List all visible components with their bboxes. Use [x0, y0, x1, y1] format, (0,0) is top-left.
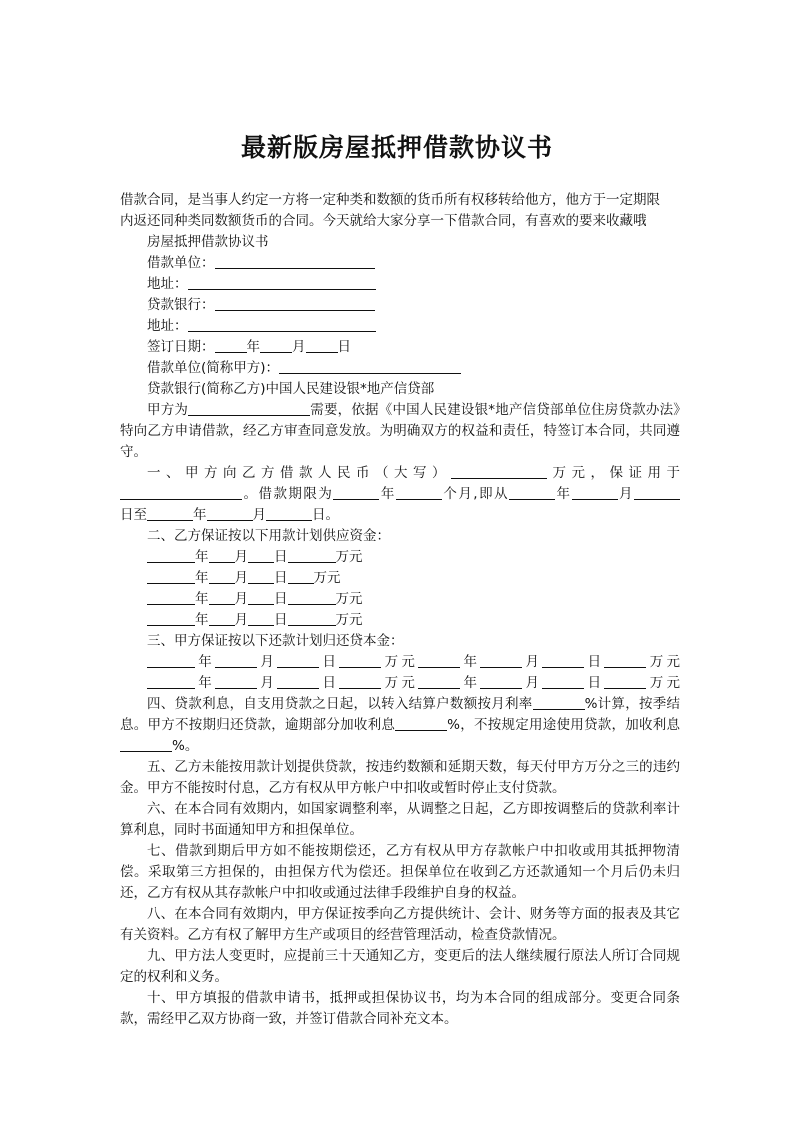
clause-1-text-g: 月	[617, 486, 634, 502]
sign-date-field	[120, 337, 680, 358]
supply-month-label: 月	[234, 612, 248, 628]
supply-day-blank	[248, 569, 274, 584]
bank-field	[120, 295, 680, 316]
repay-month-label: 月	[257, 675, 278, 691]
preamble-paragraph	[120, 400, 680, 463]
supply-month-blank	[209, 569, 235, 584]
supply-unit: 万元	[335, 549, 363, 565]
address-field-2	[120, 316, 680, 337]
purpose-blank	[188, 401, 310, 416]
term-month-blank	[396, 485, 442, 500]
day-label: 日	[337, 339, 351, 355]
preamble-start: 甲方为	[147, 402, 189, 418]
supply-year-label: 年	[195, 549, 209, 565]
party-b-field: 贷款银行(简称乙方)中国人民建设银*地产信贷部	[147, 381, 435, 397]
supply-day-label: 日	[274, 591, 288, 607]
clause-1-text-a: 一、甲方向乙方借款人民币（大写）	[147, 465, 451, 481]
supply-row-1	[120, 547, 680, 568]
address-field-1	[120, 274, 680, 295]
document-body	[120, 190, 680, 1030]
clause-4	[120, 694, 680, 757]
clause-1-text-h: 日至	[120, 507, 147, 523]
sign-date-label: 签订日期：	[147, 339, 215, 355]
start-year-blank	[509, 485, 555, 500]
borrower-field	[120, 253, 680, 274]
supply-unit: 万元	[313, 570, 341, 586]
borrower-blank	[215, 254, 375, 269]
repay-month-label: 月	[257, 654, 278, 670]
address-label-1: 地址：	[147, 276, 188, 292]
supply-day-blank	[248, 548, 274, 563]
supply-month-blank	[209, 611, 235, 626]
supply-year-label: 年	[195, 591, 209, 607]
address-blank-1	[188, 275, 376, 290]
agreement-heading: 房屋抵押借款协议书	[147, 234, 269, 250]
repay-month-label-2: 月	[522, 675, 543, 691]
supply-row-4	[120, 610, 680, 631]
repay-year-label-2: 年	[460, 654, 481, 670]
clause-2: 二、乙方保证按以下用款计划供应资金：	[147, 528, 390, 544]
supply-amount-blank	[288, 569, 314, 584]
repay-amount-blank-2	[604, 653, 646, 668]
repay-month-blank-2	[480, 674, 522, 689]
clause-4-text-c: %，不按规定用途使用贷款，加收利息	[447, 717, 681, 733]
clause-3: 三、甲方保证按以下还款计划归还贷本金：	[147, 633, 404, 649]
supply-amount-blank	[288, 590, 336, 605]
clause-1-text-e: 个月,即从	[441, 486, 510, 502]
repay-unit: 万元	[381, 654, 419, 670]
misuse-rate-blank	[120, 737, 172, 752]
clause-9: 九、甲方法人变更时，应提前三十天通知乙方，变更后的法人继续履行原法人所订合同规定的权利和义务。	[120, 948, 680, 985]
clause-4-text-d: %。	[172, 738, 199, 754]
supply-row-3	[120, 589, 680, 610]
repay-unit-2: 万元	[646, 654, 681, 670]
clause-1-text-k: 日。	[312, 507, 339, 523]
repay-year-blank-2	[418, 653, 460, 668]
repay-unit-2: 万元	[646, 675, 681, 691]
repay-amount-blank	[339, 653, 381, 668]
overdue-rate-blank	[395, 716, 447, 731]
document-title: 最新版房屋抵押借款协议书	[240, 133, 553, 162]
supply-year-blank	[147, 590, 195, 605]
clause-1-text-b: 万元，保证用于	[547, 465, 680, 481]
clause-1-text-c: 。借款期限为	[242, 486, 334, 502]
supply-day-label: 日	[274, 549, 288, 565]
clause-1-text-i: 年	[193, 507, 207, 523]
supply-month-label: 月	[234, 591, 248, 607]
repay-amount-blank-2	[604, 674, 646, 689]
party-a-label: 借款单位(简称甲方)：	[147, 360, 280, 376]
supply-year-blank	[147, 611, 195, 626]
supply-year-label: 年	[195, 612, 209, 628]
repay-year-blank	[147, 674, 195, 689]
bank-blank	[215, 296, 375, 311]
clause-1-text-j: 月	[252, 507, 266, 523]
end-month-blank	[207, 506, 253, 521]
clause-4-text-a: 四、贷款利息，自支用贷款之日起，以转入结算户数额按月利率	[147, 696, 533, 712]
amount-blank	[451, 464, 547, 479]
end-day-blank	[266, 506, 312, 521]
month-blank	[260, 338, 292, 353]
supply-month-blank	[209, 548, 235, 563]
repay-month-blank	[215, 653, 257, 668]
supply-amount-blank	[288, 611, 336, 626]
repay-unit: 万元	[381, 675, 419, 691]
repay-amount-blank	[339, 674, 381, 689]
preamble-rest: 需要，依据《中国人民建设银*地产信贷部单位住房贷款办法》特向乙方申请借款，经乙方审查同意发放。为明确双方的权益和责任，特签订本合同，共同遵守。	[120, 402, 681, 460]
clause-1-text-d: 年	[379, 486, 396, 502]
repay-day-label: 日	[319, 654, 340, 670]
repay-day-blank-2	[542, 674, 584, 689]
clause-7: 七、借款到期后甲方如不能按期偿还，乙方有权从甲方存款帐户中扣收或用其抵押物清偿。采取第三方担保的，由担保方代为偿还。担保单位在收到乙方还款通知一个月后仍未归还，乙方有权从其存款帐户中扣收或通过法律手段维护自身的权益。	[120, 843, 680, 901]
repay-day-label: 日	[319, 675, 340, 691]
year-label: 年	[246, 339, 260, 355]
address-blank-2	[188, 317, 376, 332]
supply-month-label: 月	[234, 570, 248, 586]
repay-day-blank	[277, 674, 319, 689]
repay-month-blank-2	[480, 653, 522, 668]
clause-1-line-2	[120, 484, 680, 505]
repay-year-label: 年	[195, 654, 216, 670]
supply-unit: 万元	[335, 612, 363, 628]
party-a-blank	[279, 359, 461, 374]
supply-year-blank	[147, 548, 195, 563]
clause-5: 五、乙方未能按用款计划提供贷款，按违约数额和延期天数，每天付甲方万分之三的违约金。甲方不能按时付息，乙方有权从甲方帐户中扣收或暂时停止支付贷款。	[120, 759, 680, 796]
term-year-blank	[333, 485, 379, 500]
end-year-blank	[147, 506, 193, 521]
clause-1-text-f: 年	[555, 486, 572, 502]
clause-4-text-b: %计算，按季结息。甲方不按期归还贷款，逾期部分加收利息	[120, 696, 681, 733]
repay-year-blank	[147, 653, 195, 668]
repay-year-blank-2	[418, 674, 460, 689]
clause-8: 八、在本合同有效期内，甲方保证按季向乙方提供统计、会计、财务等方面的报表及其它有关资料。乙方有权了解甲方生产或项目的经营管理活动，检查贷款情况。	[120, 906, 680, 943]
supply-year-label: 年	[195, 570, 209, 586]
repay-day-blank-2	[542, 653, 584, 668]
intro-line-2: 内返还同种类同数额货币的合同。今天就给大家分享一下借款合同，有喜欢的要来收藏哦	[120, 213, 647, 229]
repay-year-label-2: 年	[460, 675, 481, 691]
repay-row-2	[120, 673, 680, 694]
repay-year-label: 年	[195, 675, 216, 691]
supply-day-blank	[248, 590, 274, 605]
supply-row-2	[120, 568, 680, 589]
monthly-rate-blank	[533, 695, 585, 710]
clause-10: 十、甲方填报的借款申请书，抵押或担保协议书，均为本合同的组成部分。变更合同条款，需经甲乙双方协商一致，并签订借款合同补充文本。	[120, 990, 680, 1027]
supply-year-blank	[147, 569, 195, 584]
start-day-blank	[634, 485, 680, 500]
repay-row-1	[120, 652, 680, 673]
repay-day-label-2: 日	[584, 654, 605, 670]
clause-1-line-1	[120, 463, 680, 484]
borrower-label: 借款单位：	[147, 255, 215, 271]
day-blank	[306, 338, 338, 353]
clause-1-line-3	[120, 505, 680, 526]
address-label-2: 地址：	[147, 318, 188, 334]
clause-6: 六、在本合同有效期内，如国家调整利率，从调整之日起，乙方即按调整后的贷款利率计算利息，同时书面通知甲方和担保单位。	[120, 801, 680, 838]
supply-day-label: 日	[274, 612, 288, 628]
repay-day-label-2: 日	[584, 675, 605, 691]
bank-label: 贷款银行：	[147, 297, 215, 313]
supply-amount-blank	[288, 548, 336, 563]
supply-month-label: 月	[234, 549, 248, 565]
supply-month-blank	[209, 590, 235, 605]
supply-day-label: 日	[274, 570, 288, 586]
month-label: 月	[292, 339, 306, 355]
start-month-blank	[572, 485, 618, 500]
repay-day-blank	[277, 653, 319, 668]
usage-blank	[120, 485, 242, 500]
supply-unit: 万元	[335, 591, 363, 607]
intro-line-1: 借款合同，是当事人约定一方将一定种类和数额的货币所有权移转给他方，他方于一定期限	[120, 192, 660, 208]
repay-month-blank	[215, 674, 257, 689]
party-a-field	[120, 358, 680, 379]
repay-month-label-2: 月	[522, 654, 543, 670]
year-blank	[215, 338, 247, 353]
supply-day-blank	[248, 611, 274, 626]
